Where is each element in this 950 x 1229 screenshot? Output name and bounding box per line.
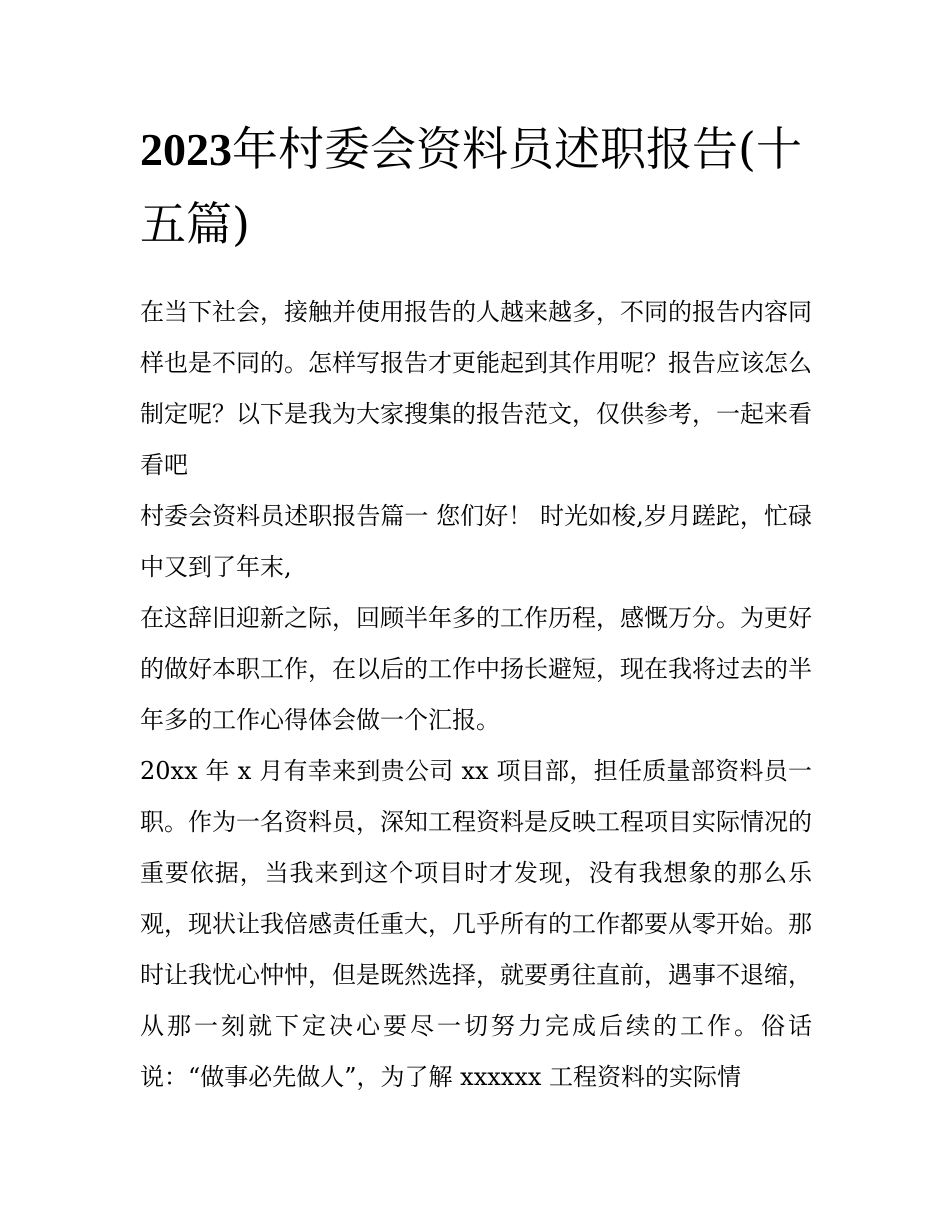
document-content (140, 112, 812, 1103)
paragraph-review: 在这辞旧迎新之际，回顾半年多的工作历程，感慨万分。为更好的做好本职工作，在以后的工作中扬长避短，现在我将过去的半年多的工作心得体会做一个汇报。 (140, 604, 812, 734)
title-text: 年村委会资料员述职报告(十五篇) (140, 122, 802, 251)
document-body (140, 287, 812, 1103)
document-title (140, 112, 812, 261)
paragraph-greeting: 村委会资料员述职报告篇一 您们好！ 时光如梭,岁月蹉跎，忙碌中又到了年末, (140, 502, 812, 581)
title-year: 2023 (140, 124, 232, 175)
paragraph-intro: 在当下社会，接触并使用报告的人越来越多，不同的报告内容同样也是不同的。怎样写报告才更能起到其作用呢？报告应该怎么制定呢？以下是我为大家搜集的报告范文，仅供参考，一起来看看吧 (140, 298, 812, 479)
paragraph-work-history: 20xx 年 x 月有幸来到贵公司 xx 项目部，担任质量部资料员一职。作为一名资料员，深知工程资料是反映工程项目实际情况的重要依据，当我来到这个项目时才发现，没有我想象的那么乐观，现状让我倍感责任重大，几乎所有的工作都要从零开始。那时让我忧心忡忡，但是既然选择，就要勇往直前，遇事不退缩，从那一刻就下定决心要尽一切努力完成后续的工作。俗话说：“做事必先做人”，为了解 xxxxxx 工程资料的实际情 (140, 757, 812, 1091)
